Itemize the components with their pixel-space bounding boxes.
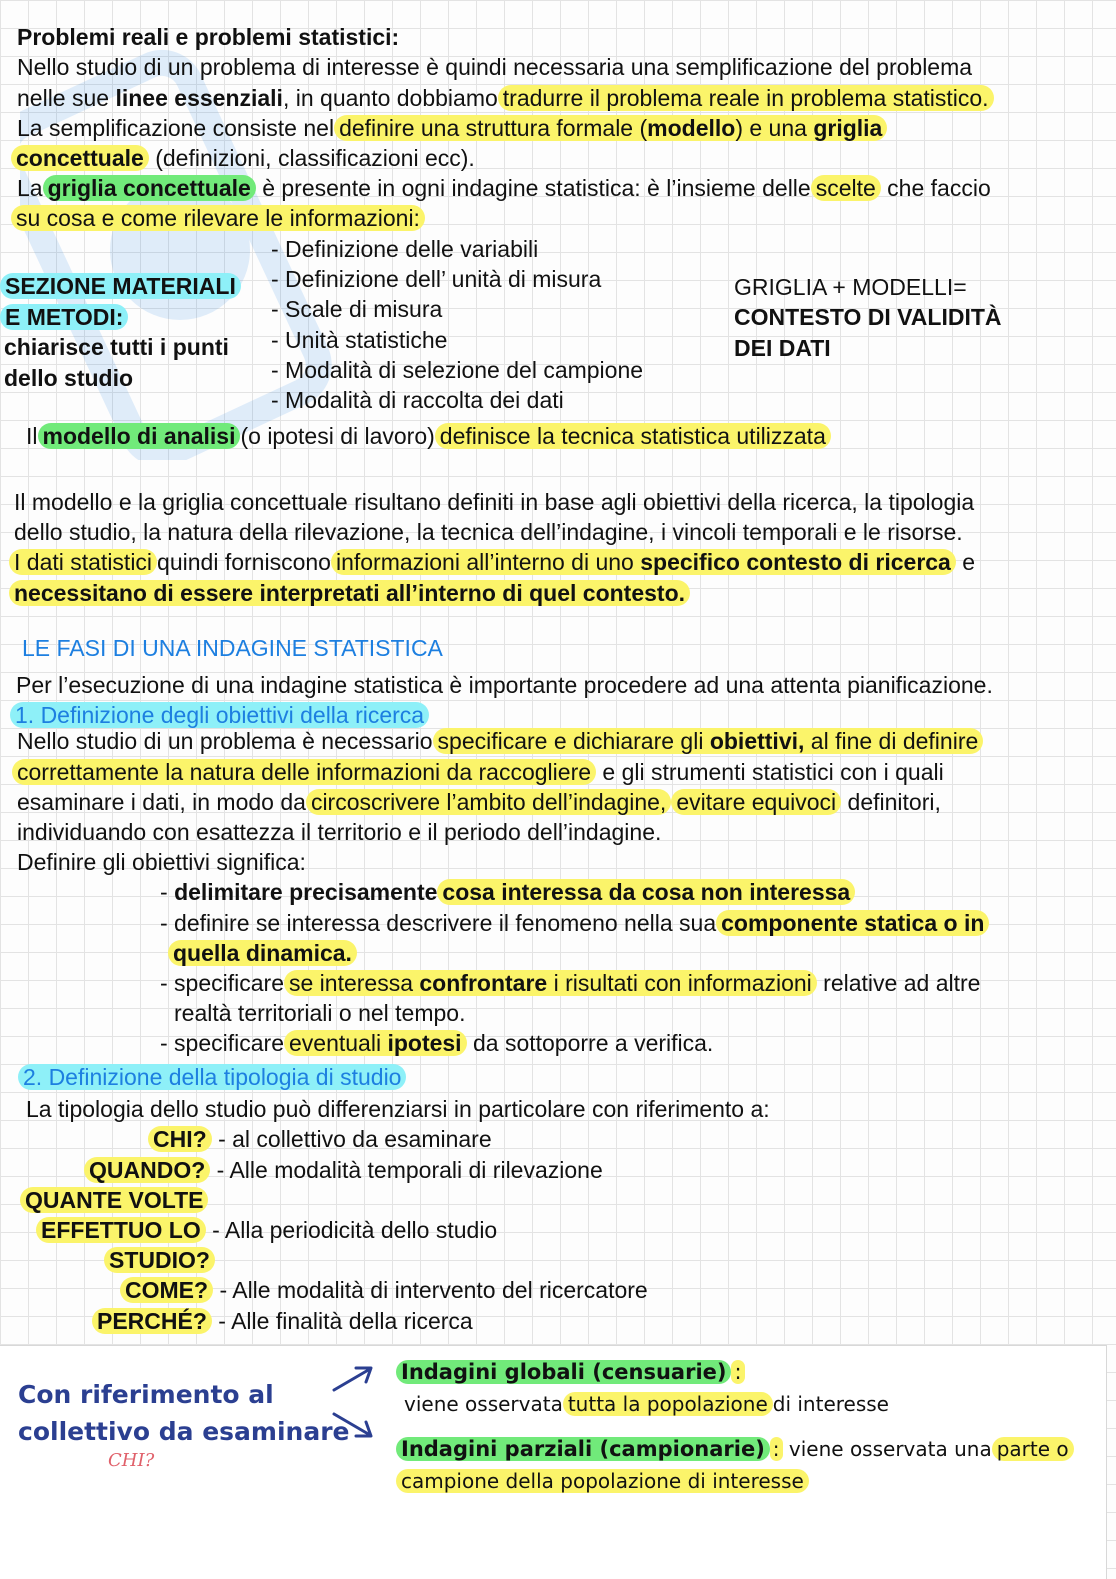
griglia-formula: CONTESTO DI VALIDITÀ	[734, 304, 1002, 330]
indagini-parziali-title: Indagini parziali (campionarie) : viene osservata una parte o	[396, 1433, 1074, 1465]
paragraph-line: I dati statistici quindi forniscono informazioni all’interno di uno specifico contesto di ricerca e	[9, 547, 975, 577]
sezione-note: dello studio	[4, 365, 134, 391]
paragraph-line: individuando con esattezza il territorio e il periodo dell’indagine.	[17, 819, 662, 845]
griglia-list	[271, 234, 643, 415]
paragraph-line: nelle sue linee essenziali, in quanto dobbiamo tradurre il problema reale in problema statistico.	[17, 83, 994, 113]
question-row: EFFETTUO LO - Alla periodicità dello studio	[36, 1215, 497, 1245]
arrow-down-right-icon	[330, 1410, 376, 1440]
bullet-item: - specificare eventuali ipotesi da sottoporre a verifica.	[160, 1030, 714, 1056]
paragraph-line: concettuale (definizioni, classificazioni ecc).	[11, 143, 475, 173]
bullet-item: - specificare se interessa confrontare i risultati con informazioni relative ad altre	[160, 970, 981, 996]
section-heading: LE FASI DI UNA INDAGINE STATISTICA	[22, 635, 443, 661]
paragraph-line: Per l’esecuzione di una indagine statistica è importante procedere ad una attenta pianificazione.	[16, 672, 993, 698]
indagini-globali-title: Indagini globali (censuarie) :	[396, 1356, 745, 1388]
step-heading: 2. Definizione della tipologia di studio	[18, 1062, 406, 1092]
section-title: Problemi reali e problemi statistici:	[17, 24, 400, 50]
indagini-globali-text: viene osservata tutta la popolazione di interesse	[404, 1392, 889, 1416]
reference-title: Con riferimento al	[18, 1380, 274, 1409]
arrow-up-right-icon	[330, 1364, 376, 1394]
paragraph-line: correttamente la natura delle informazioni da raccogliere e gli strumenti statistici con i quali	[12, 757, 944, 787]
paragraph-line: La tipologia dello studio può differenziarsi in particolare con riferimento a:	[26, 1096, 770, 1122]
modello-line: Il modello di analisi (o ipotesi di lavoro) definisce la tecnica statistica utilizzata	[26, 421, 831, 451]
bullet-item: - definire se interessa descrivere il fenomeno nella sua componente statica o in	[160, 908, 989, 938]
paragraph-line: esaminare i dati, in modo da circoscrivere l’ambito dell’indagine, evitare equivoci definitori,	[17, 789, 941, 815]
question-row: PERCHÉ? - Alle finalità della ricerca	[92, 1306, 473, 1336]
reference-title: collettivo da esaminare	[18, 1417, 350, 1446]
paragraph-line: Nello studio di un problema è necessario specificare e dichiarare gli obiettivi, al fine di definire	[17, 726, 983, 756]
question-label: STUDIO?	[104, 1245, 215, 1275]
reference-box	[0, 1345, 1107, 1579]
list-item: - Definizione delle variabili	[271, 236, 539, 262]
indagini-parziali-text: campione della popolazione di interesse	[396, 1465, 809, 1497]
sezione-note: chiarisce tutti i punti	[4, 334, 229, 360]
question-label: QUANTE VOLTE	[20, 1185, 208, 1215]
list-item: - Modalità di selezione del campione	[271, 356, 644, 383]
bullet-item: - delimitare precisamente cosa interessa da cosa non interessa	[160, 877, 855, 907]
list-item: - Scale di misura	[271, 296, 443, 323]
handwritten-note: CHI?	[108, 1450, 155, 1471]
paragraph-line: Il modello e la griglia concettuale risultano definiti in base agli obiettivi della ricerca, la tipologia	[14, 489, 975, 515]
paragraph-line: su cosa e come rilevare le informazioni:	[11, 203, 425, 233]
question-row: QUANDO? - Alle modalità temporali di rilevazione	[84, 1155, 603, 1185]
question-row: COME? - Alle modalità di intervento del ricercatore	[120, 1275, 648, 1305]
list-item: - Modalità di raccolta dei dati	[271, 386, 564, 413]
paragraph-line: Definire gli obiettivi significa:	[17, 849, 306, 875]
sezione-label: E METODI:	[0, 302, 128, 332]
list-item: - Unità statistiche	[271, 326, 448, 353]
bullet-item: quella dinamica.	[168, 938, 357, 968]
griglia-formula: GRIGLIA + MODELLI=	[734, 274, 967, 300]
paragraph-line: La semplificazione consiste nel definire una struttura formale (modello) e una griglia	[17, 113, 887, 143]
sezione-label: SEZIONE MATERIALI	[0, 271, 241, 301]
paragraph-line: necessitano di essere interpretati all’interno di quel contesto.	[9, 578, 690, 608]
step-heading: 1. Definizione degli obiettivi della ricerca	[10, 700, 429, 730]
paragraph-line: La griglia concettuale è presente in ogni indagine statistica: è l’insieme delle scelte che faccio	[17, 175, 991, 201]
paragraph-line: Nello studio di un problema di interesse è quindi necessaria una semplificazione del problema	[17, 54, 973, 80]
griglia-formula: DEI DATI	[734, 335, 831, 361]
list-item: - Definizione dell’ unità di misura	[271, 266, 602, 293]
bullet-item: realtà territoriali o nel tempo.	[174, 1000, 466, 1026]
paragraph-line: dello studio, la natura della rilevazione, la tecnica dell’indagine, i vincoli temporali e le risorse.	[14, 519, 963, 545]
question-row: CHI? - al collettivo da esaminare	[148, 1124, 492, 1154]
